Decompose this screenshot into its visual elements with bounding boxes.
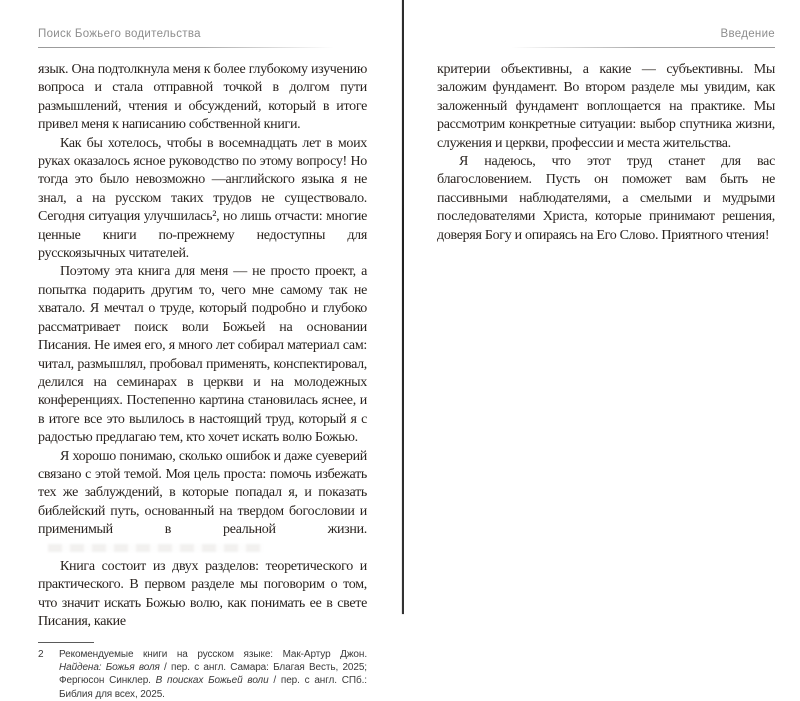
footnote-book-title: В поисках Божьей воли <box>155 675 269 687</box>
footnote-book-title: Найдена: Божья воля <box>59 662 160 673</box>
left-page-body <box>38 61 367 632</box>
footnote-segment: / пер. с англ. Самара: Благая Весть, 2025; Фергюсон Синклер. <box>59 662 367 687</box>
footnote-segment: Рекомендуемые книги на русском языке: Мак-Артур Джон. <box>59 648 367 660</box>
header-rule-left <box>38 47 367 48</box>
footnote-marker: 2 <box>38 648 44 660</box>
paragraph-left-2: Как бы хотелось, чтобы в восемнадцать лет в моих руках оказалось ясное руководство по этому вопросу! Но тогда это было невозможно —английского языка я не знал, а на русском таких трудов не существовало. Сегодня ситуация улучшилась², но лишь отчасти: многие ценные книги по-прежнему недоступны для русскоязычных читателей. <box>38 135 367 262</box>
paragraph-right-1: критерии объективны, а какие — субъективны. Мы заложим фундамент. Во втором разделе мы увидим, как заложенный фундамент воплощается на практике. Мы рассмотрим конкретные ситуации: выбор спутника жизни, служения и церкви, профессии и места жительства. <box>437 62 775 151</box>
paragraph-left-3: Поэтому эта книга для меня — не просто проект, а попытка подарить другим то, чего мне самому так не хватало. Я мечтал о труде, который подробно и глубоко рассматривает поиск воли Божьей на основании Писания. Не имея его, я много лет собирал материал сам: читал, размышлял, пробовал применять, конспектировал, делился на семинарах в церкви и на молодежных конференциях. Постепенно картина становилась яснее, и в итоге все это вылилось в настоящий труд, который я с радостью предлагаю тем, кто хочет искать волю Божью. <box>38 264 367 446</box>
paragraph-text: Я хорошо понимаю, сколько ошибок и даже суеверий связано с этой темой. Моя цель проста: помочь избежать тех же заблуждений, в которые попадал я, и показать библейский путь, основанный на твердом богословии и применимый в реальной жизни. <box>38 448 367 538</box>
footnote-block <box>38 642 367 701</box>
right-page <box>404 0 800 614</box>
running-header-left: Поиск Божьего водительства <box>38 28 201 40</box>
header-rule-right <box>437 47 775 48</box>
footnote-segment: / пер. с англ. СПб.: Библия для всех, 2025. <box>59 675 367 700</box>
right-page-body <box>437 61 775 245</box>
footnote <box>38 648 367 701</box>
footnote-rule <box>38 642 94 643</box>
paragraph-left-1: язык. Она подтолкнула меня к более глубокому изучению вопроса и стала отправной точкой в долгом пути размышлений, чтения и обсуждений, который в итоге привел меня к написанию собственной книги. <box>38 62 367 133</box>
paragraph-right-2: Я надеюсь, что этот труд станет для вас благословением. Пусть он поможет вам быть не пассивными наблюдателями, а смелыми и мудрыми последователями Христа, которые принимают решения, доверяя Богу и опираясь на Его Слово. Приятного чтения! <box>437 154 775 243</box>
footnote-text <box>59 648 367 701</box>
paragraph-left-5: Книга состоит из двух разделов: теоретического и практического. В первом разделе мы поговорим о том, что значит искать Божью волю, как понимать ее в свете Писания, какие <box>38 558 367 630</box>
paragraph-left-4 <box>38 448 367 558</box>
running-header-right: Введение <box>720 28 775 40</box>
bleed-through-artifact <box>48 544 263 552</box>
